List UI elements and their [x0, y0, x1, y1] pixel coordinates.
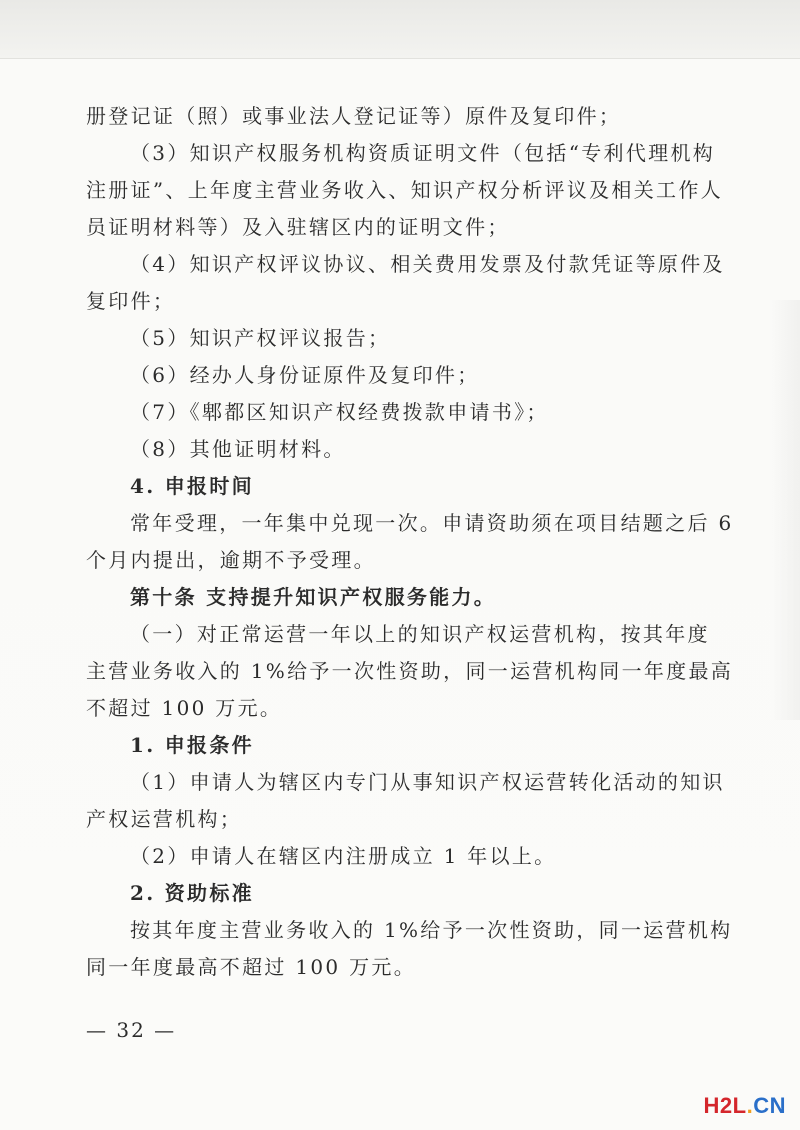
text-line: （4）知识产权评议协议、相关费用发票及付款凭证等原件及 — [130, 252, 725, 276]
text-line: 不超过 100 万元。 — [86, 696, 283, 720]
text-line: （8）其他证明材料。 — [130, 437, 346, 461]
document-body — [86, 98, 734, 986]
section-heading: 2. 资助标准 — [130, 881, 254, 905]
text-line: （5）知识产权评议报告； — [130, 326, 391, 350]
text-line: 注册证”、上年度主营业务收入、知识产权分析评议及相关工作人 — [86, 178, 723, 202]
watermark-part-1: H2L — [703, 1093, 747, 1118]
text-line: 产权运营机构； — [86, 807, 243, 831]
page-number: — 32 — — [86, 1018, 177, 1042]
text-line: 同一年度最高不超过 100 万元。 — [86, 955, 416, 979]
text-line: 常年受理，一年集中兑现一次。申请资助须在项目结题之后 6 — [130, 511, 734, 535]
text-line: 个月内提出，逾期不予受理。 — [86, 548, 376, 572]
text-line: （一）对正常运营一年以上的知识产权运营机构，按其年度 — [130, 622, 710, 646]
watermark-part-2: . — [746, 1093, 754, 1118]
text-line: 按其年度主营业务收入的 1%给予一次性资助，同一运营机构 — [130, 918, 733, 942]
site-watermark-logo — [704, 1093, 786, 1119]
text-line: 员证明材料等）及入驻辖区内的证明文件； — [86, 215, 510, 239]
text-line: 复印件； — [86, 289, 176, 313]
text-line: （6）经办人身份证原件及复印件； — [130, 363, 480, 387]
section-heading: 4. 申报时间 — [130, 474, 254, 498]
text-line: （2）申请人在辖区内注册成立 1 年以上。 — [130, 844, 557, 868]
text-line: （1）申请人为辖区内专门从事知识产权运营转化活动的知识 — [130, 770, 725, 794]
scan-side-shadow — [770, 300, 800, 720]
text-line: （7）《郫都区知识产权经费拨款申请书》； — [130, 400, 549, 424]
section-heading: 1. 申报条件 — [130, 733, 254, 757]
text-line: 册登记证（照）或事业法人登记证等）原件及复印件； — [86, 104, 622, 128]
text-line: （3）知识产权服务机构资质证明文件（包括“专利代理机构 — [130, 141, 716, 165]
section-heading: 第十条 支持提升知识产权服务能力。 — [130, 585, 497, 609]
watermark-part-3: CN — [753, 1093, 786, 1118]
text-line: 主营业务收入的 1%给予一次性资助，同一运营机构同一年度最高 — [86, 659, 734, 683]
scan-top-edge — [0, 0, 800, 59]
